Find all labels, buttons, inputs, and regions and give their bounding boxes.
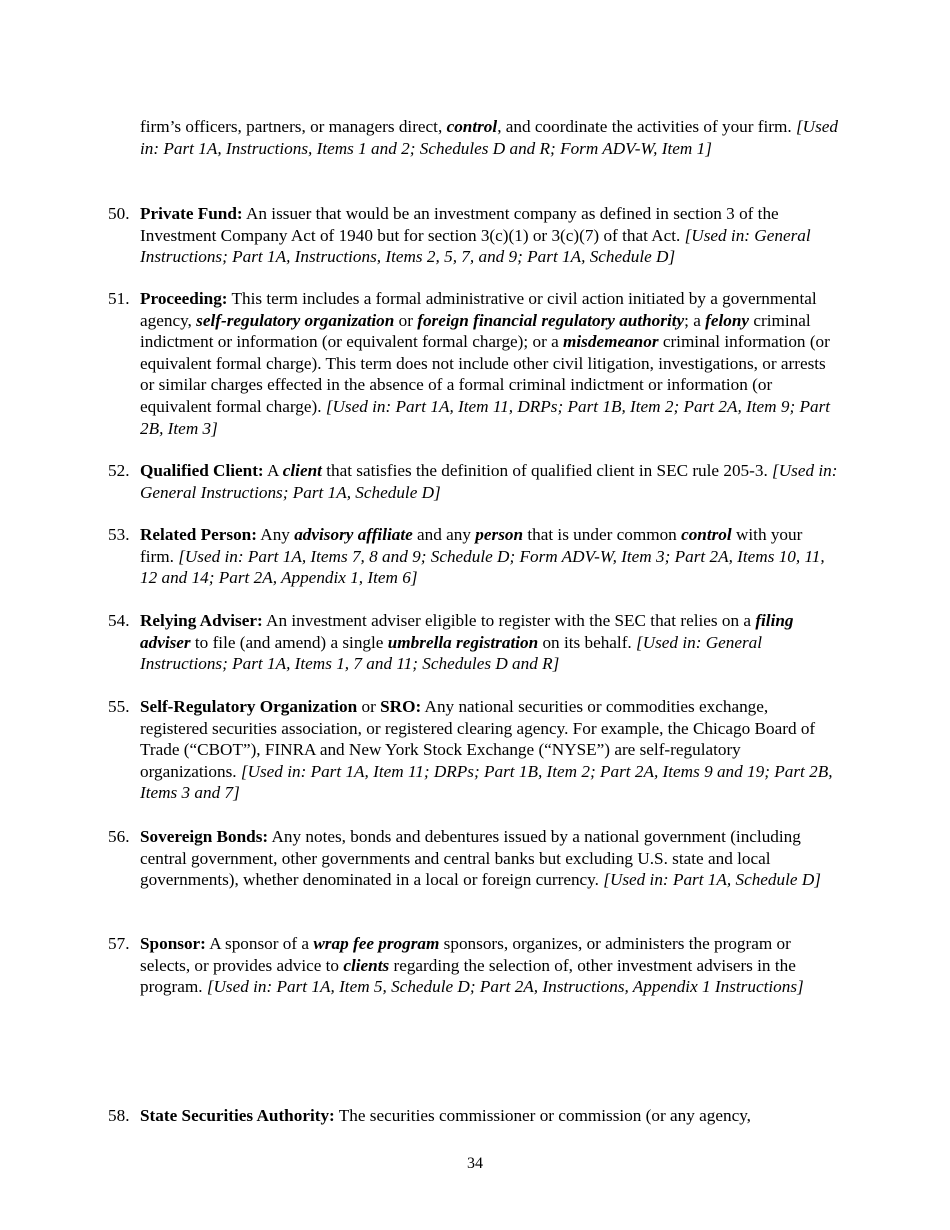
text: An issuer that would be an investment company as defined in section 3 of the Investment Company Act of 1940 but for section 3(c)(1) or 3(c)(7) of that Act.: [140, 204, 779, 245]
definition-number: 50.: [108, 204, 130, 223]
definition-number: 55.: [108, 697, 130, 716]
text: that is under common: [523, 525, 682, 544]
text: with your firm.: [140, 525, 803, 566]
definition-number: 52.: [108, 461, 130, 480]
definition-52: [108, 460, 840, 503]
defined-term-ref: felony: [705, 310, 750, 330]
definition-number: 54.: [108, 611, 130, 630]
definition-term: SRO:: [380, 697, 422, 716]
text: Any notes, bonds and debentures issued by a national government (including central government, other governments and central banks but excluding U.S. state and local governments), whether denominated in a local or foreign currency.: [140, 827, 801, 890]
text: Any: [256, 525, 295, 544]
definition-term: Relying Adviser:: [140, 611, 263, 630]
definition-term: State Securities Authority:: [140, 1106, 335, 1125]
definition-51: [108, 288, 840, 439]
definition-50: [108, 203, 840, 268]
definition-number: 53.: [108, 525, 130, 544]
definition-number: 57.: [108, 934, 130, 953]
defined-term-ref: filing adviser: [140, 611, 794, 652]
definition-term: Sovereign Bonds:: [140, 827, 269, 846]
text: This term includes a formal administrative or civil action initiated by a governmental agency,: [140, 289, 817, 330]
text: regarding the selection of, other investment advisers in the program.: [140, 955, 796, 997]
text: An investment adviser eligible to register with the SEC that relies on a: [262, 611, 756, 630]
text: and any: [412, 525, 476, 544]
definition-term: Private Fund:: [140, 204, 243, 223]
definition-number: 51.: [108, 289, 130, 308]
defined-term-ref: person: [475, 525, 524, 544]
defined-term-ref: wrap fee program: [313, 934, 440, 953]
defined-term-ref: self-regulatory organization: [196, 310, 395, 330]
definition-57: [108, 933, 840, 998]
definition-56: [108, 826, 840, 891]
definition-term: Sponsor:: [140, 934, 206, 953]
definition-term: Self-Regulatory Organization: [140, 697, 358, 716]
definition-58: [108, 1105, 840, 1127]
definition-term: Qualified Client:: [140, 461, 264, 480]
used-in-note: [Used in: General Instructions; Part 1A, Instructions, Items 2, 5, 7, and 9; Part 1A, Schedule D]: [140, 225, 811, 267]
used-in-note: [Used in: Part 1A, Schedule D]: [603, 870, 821, 890]
used-in-note: [Used in: General Instructions; Part 1A, Schedule D]: [140, 461, 838, 502]
text: A sponsor of a: [205, 934, 314, 953]
text: ; a: [684, 310, 706, 330]
defined-term-ref: control: [446, 117, 498, 136]
used-in-note: [Used in: General Instructions; Part 1A, Items 1, 7 and 11; Schedules D and R]: [140, 632, 763, 674]
definition-number: 56.: [108, 827, 130, 846]
used-in-note: [Used in: Part 1A, Instructions, Items 1 and 2; Schedules D and R; Form ADV-W, Item 1]: [140, 117, 838, 158]
defined-term-ref: foreign financial regulatory authority: [417, 310, 685, 330]
text: sponsors, organizes, or administers the program or selects, or provides advice to: [140, 934, 791, 975]
used-in-note: [Used in: Part 1A, Item 5, Schedule D; Part 2A, Instructions, Appendix 1 Instructions]: [206, 977, 804, 997]
defined-term-ref: control: [681, 525, 732, 544]
text: , and coordinate the activities of your firm.: [497, 117, 796, 136]
definition-number: 58.: [108, 1106, 130, 1125]
defined-term-ref: clients: [343, 955, 390, 975]
text: on its behalf.: [538, 632, 637, 652]
used-in-note: [Used in: Part 1A, Items 7, 8 and 9; Schedule D; Form ADV-W, Item 3; Part 2A, Items 10, 11, 12 and 14; Part 2A, Appendix 1, Item 6]: [140, 546, 825, 588]
text: The securities commissioner or commission (or any agency,: [334, 1106, 751, 1125]
defined-term-ref: misdemeanor: [563, 332, 659, 352]
text: Any national securities or commodities exchange, registered securities association, or registered clearing agency. For example, the Chicago Board of Trade (“CBOT”), FINRA and New York Stock Exchange (“NYSE”) are self-regulatory organizations.: [140, 697, 816, 781]
definition-53: [108, 524, 840, 589]
defined-term-ref: advisory affiliate: [294, 525, 413, 544]
definition-54: [108, 610, 840, 675]
text: that satisfies the definition of qualified client in SEC rule 205-3.: [321, 461, 773, 480]
text: or: [394, 310, 418, 330]
text: criminal information (or equivalent formal charge). This term does not include other civil litigation, investigations, or arrests or similar charges effected in the absence of a formal criminal indictment or information (or equivalent formal charge).: [140, 332, 830, 416]
used-in-note: [Used in: Part 1A, Item 11; DRPs; Part 1B, Item 2; Part 2A, Items 9 and 19; Part 2B, Items 3 and 7]: [140, 761, 833, 803]
text: to file (and amend) a single: [190, 632, 388, 652]
page-number: 34: [467, 1155, 483, 1172]
used-in-note: [Used in: Part 1A, Item 11, DRPs; Part 1B, Item 2; Part 2A, Item 9; Part 2B, Item 3]: [140, 396, 831, 438]
definition-continuation: [140, 116, 840, 159]
text: or: [357, 697, 381, 716]
text: firm’s officers, partners, or managers direct,: [140, 117, 447, 136]
definition-term: Proceeding:: [140, 289, 228, 308]
defined-term-ref: client: [282, 461, 322, 480]
text: criminal indictment or information (or equivalent formal charge); or a: [140, 310, 811, 352]
definition-55: [108, 696, 840, 804]
defined-term-ref: umbrella registration: [387, 632, 539, 652]
text: A: [263, 461, 283, 480]
definition-term: Related Person:: [140, 525, 257, 544]
